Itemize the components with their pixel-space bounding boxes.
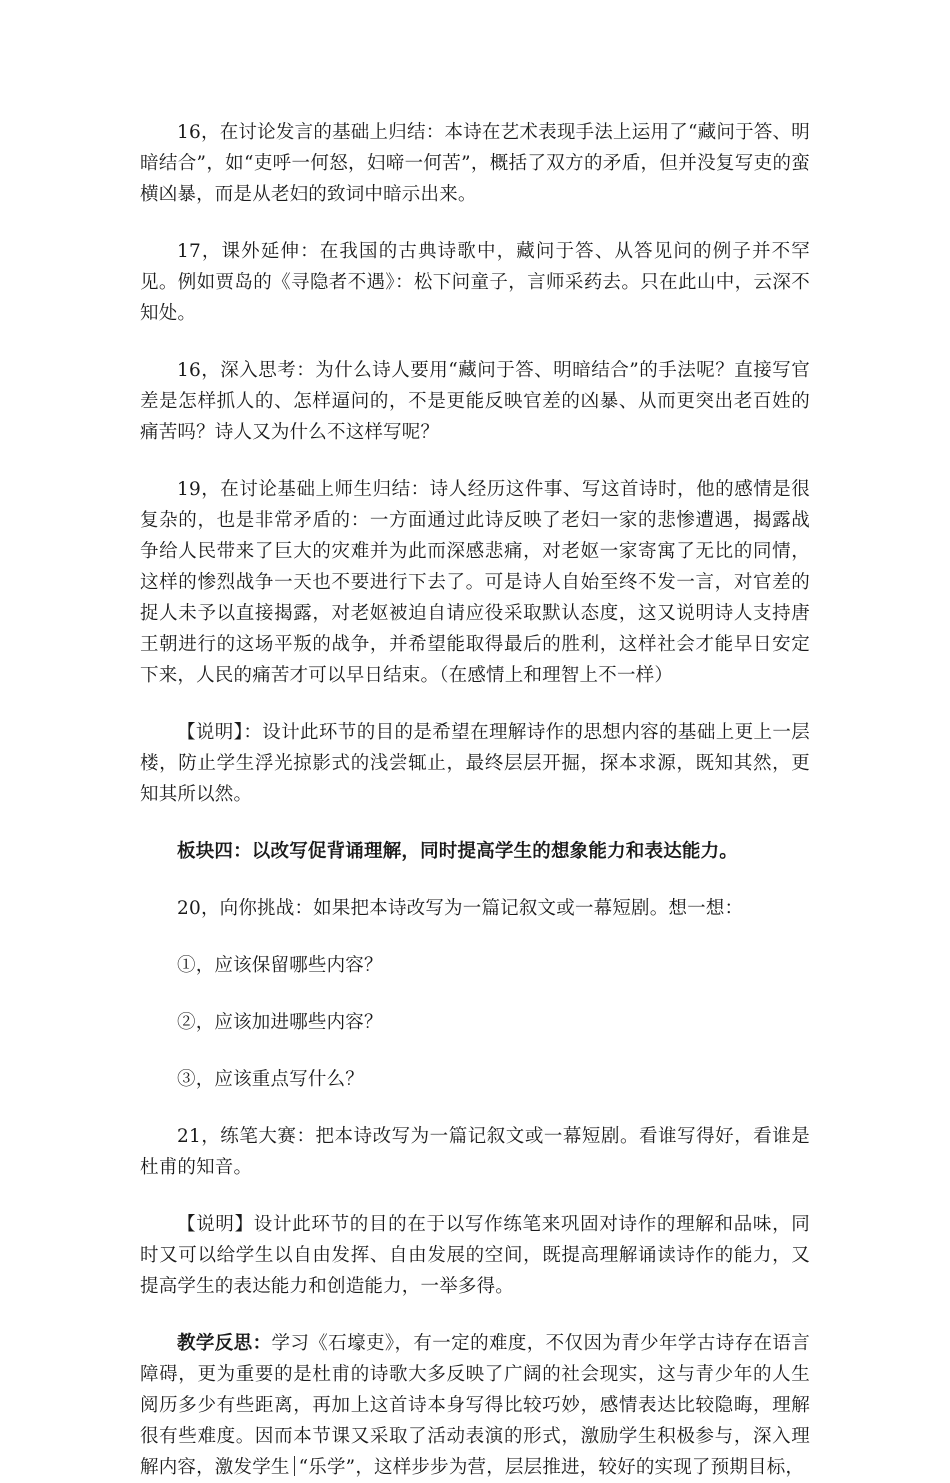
question-2: ②，应该加进哪些内容？ [177,1012,383,1033]
paragraph-19-conclusion: 19，在讨论基础上师生归结：诗人经历这件事、写这首诗时，他的感情是很复杂的，也是非常矛盾的：一方面通过此诗反映了老妇一家的悲惨遭遇，揭露战争给人民带来了巨大的灾难并为此而深感悲痛，对老妪一家寄寓了无比的同情，这样的惨烈战争一天也不要进行下去了。可是诗人自始至终不发一言，对官差的捉人未予以直接揭露，对老妪被迫自请应役采取默认态度，这又说明诗人支持唐王朝进行的这场平叛的战争，并希望能取得最后的胜利，这样社会才能早日安定下来，人民的痛苦才可以早日结束。（在感情上和理智上不一样） [140,479,810,686]
text-cursor [294,1456,295,1476]
paragraph-17-extension: 17，课外延伸：在我国的古典诗歌中，藏问于答、从答见问的例子并不罕见。例如贾岛的《寻隐者不遇》：松下问童子，言师采药去。只在此山中，云深不知处。 [140,241,810,324]
question-1: ①，应该保留哪些内容？ [177,955,383,976]
section-heading-4: 板块四：以改写促背诵理解，同时提高学生的想象能力和表达能力。 [177,841,739,862]
question-3: ③，应该重点写什么？ [177,1069,365,1090]
reflection-text-b: “乐学”，这样步步为营，层层推进，较好的实现了预期目标， [298,1457,805,1478]
paragraph-20-challenge: 20，向你挑战：如果把本诗改写为一篇记叙文或一幕短剧。想一想： [177,898,744,919]
note-paragraph-1: 【说明】：设计此环节的目的是希望在理解诗作的思想内容的基础上更上一层楼，防止学生浮光掠影式的浅尝辄止，最终层层开掘，探本求源，既知其然，更知其所以然。 [140,722,810,805]
reflection-text-a: 学习《石壕吏》，有一定的难度，不仅因为青少年学古诗存在语言障碍，更为重要的是杜甫的诗歌大多反映了广阔的社会现实，这与青少年的人生阅历多少有些距离，再加上这首诗本身写得比较巧妙，感情表达比较隐晦，理解很有些难度。因而本节课又采取了活动表演的形式，激励学生积极参与，深入理解内容，激发学生 [140,1333,810,1478]
paragraph-16-summary: 16，在讨论发言的基础上归结：本诗在艺术表现手法上运用了“藏问于答、明暗结合”，如“吏呼一何怒，妇啼一何苦”，概括了双方的矛盾，但并没复写吏的蛮横凶暴，而是从老妇的致词中暗示出来。 [140,122,810,205]
paragraph-21-contest: 21，练笔大赛：把本诗改写为一篇记叙文或一幕短剧。看谁写得好，看谁是杜甫的知音。 [140,1126,810,1178]
reflection-lead: 教学反思： [177,1333,272,1354]
paragraph-16-thinking: 16，深入思考：为什么诗人要用“藏问于答、明暗结合”的手法呢？直接写官差是怎样抓人的、怎样逼问的，不是更能反映官差的凶暴、从而更突出老百姓的痛苦吗？诗人又为什么不这样写呢？ [140,360,810,443]
note-paragraph-2: 【说明】设计此环节的目的在于以写作练笔来巩固对诗作的理解和品味，同时又可以给学生以自由发挥、自由发展的空间，既提高理解诵读诗作的能力，又提高学生的表达能力和创造能力，一举多得。 [140,1214,810,1297]
reflection-paragraph [140,1328,810,1483]
